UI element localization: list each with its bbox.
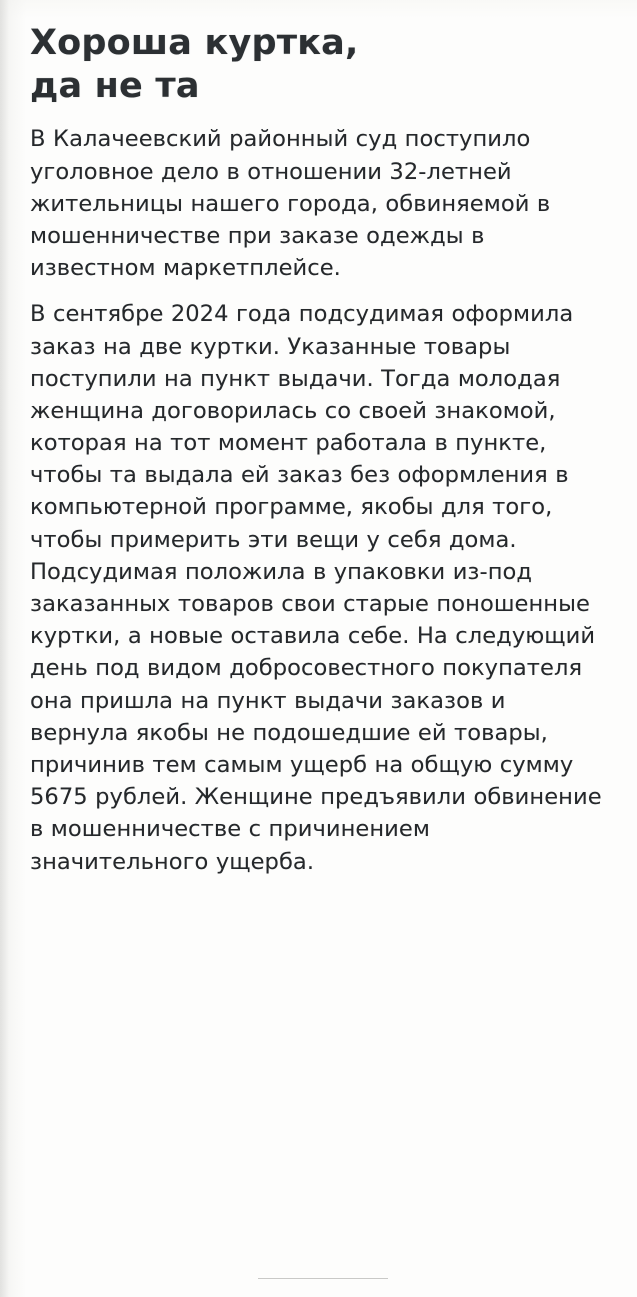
bottom-divider bbox=[258, 1278, 388, 1279]
headline-line-1: Хороша куртка, bbox=[30, 23, 359, 63]
article-paragraph-2: В сентябре 2024 года подсудимая оформила заказ на две куртки. Указанные товары поступили на пункт выдачи. Тогда молодая женщина договорилась со своей знакомой, которая на тот момент работала в пункте, чтобы та выдала ей заказ без оформления в компьютерной программе, якобы для того, чтобы примерить эти вещи у себя дома. Подсудимая положила в упаковки из-под заказанных товаров свои старые поношенные куртки, а новые оставила себе. На следующий день под видом добросовестного покупателя она пришла на пункт выдачи заказов и вернула якобы не подошедшие ей товары, причинив тем самым ущерб на общую сумму 5675 рублей. Женщине предъявили обвинение в мошенничестве с причинением значительного ущерба. bbox=[30, 301, 602, 875]
headline-line-2: да не та bbox=[30, 65, 200, 106]
article-paragraph-1: В Калачеевский районный суд поступило уголовное дело в отношении 32-летней жительницы нашего города, обвиняемой в мошенничестве при заказе одежды в известном маркетплейсе. bbox=[30, 126, 551, 282]
article-headline bbox=[30, 22, 605, 107]
